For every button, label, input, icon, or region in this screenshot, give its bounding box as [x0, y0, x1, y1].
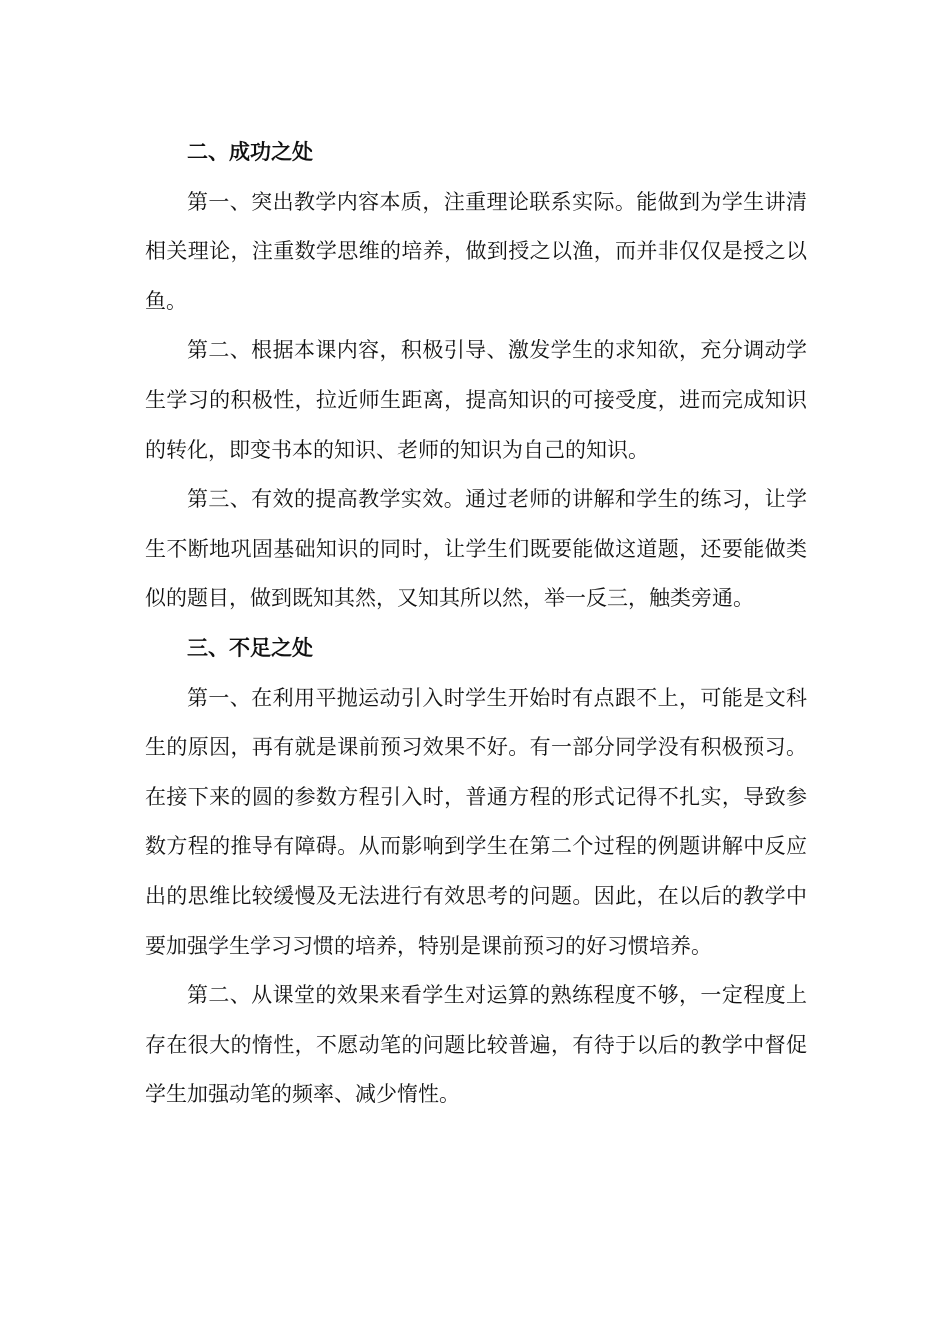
paragraph-success-1: 第一、突出教学内容本质，注重理论联系实际。能做到为学生讲清相关理论，注重数学思维的培养，做到授之以渔，而并非仅仅是授之以鱼。 [145, 189, 807, 313]
document-body [145, 128, 807, 1120]
section-heading-shortcomings: 三、不足之处 [187, 635, 313, 660]
paragraph-shortcoming-1: 第一、在利用平抛运动引入时学生开始时有点跟不上，可能是文科生的原因，再有就是课前预习效果不好。有一部分同学没有积极预习。在接下来的圆的参数方程引入时，普通方程的形式记得不扎实，导致参数方程的推导有障碍。从而影响到学生在第二个过程的例题讲解中反应出的思维比较缓慢及无法进行有效思考的问题。因此，在以后的教学中要加强学生学习习惯的培养，特别是课前预习的好习惯培养。 [145, 685, 807, 958]
paragraph-shortcoming-2: 第二、从课堂的效果来看学生对运算的熟练程度不够，一定程度上存在很大的惰性，不愿动笔的问题比较普遍，有待于以后的教学中督促学生加强动笔的频率、减少惰性。 [145, 983, 807, 1107]
paragraph-success-3: 第三、有效的提高教学实效。通过老师的讲解和学生的练习，让学生不断地巩固基础知识的同时，让学生们既要能做这道题，还要能做类似的题目，做到既知其然，又知其所以然，举一反三，触类旁通。 [145, 487, 807, 611]
section-heading-success: 二、成功之处 [187, 140, 313, 164]
paragraph-success-2: 第二、根据本课内容，积极引导、激发学生的求知欲，充分调动学生学习的积极性，拉近师生距离，提高知识的可接受度，进而完成知识的转化，即变书本的知识、老师的知识为自己的知识。 [145, 338, 807, 462]
